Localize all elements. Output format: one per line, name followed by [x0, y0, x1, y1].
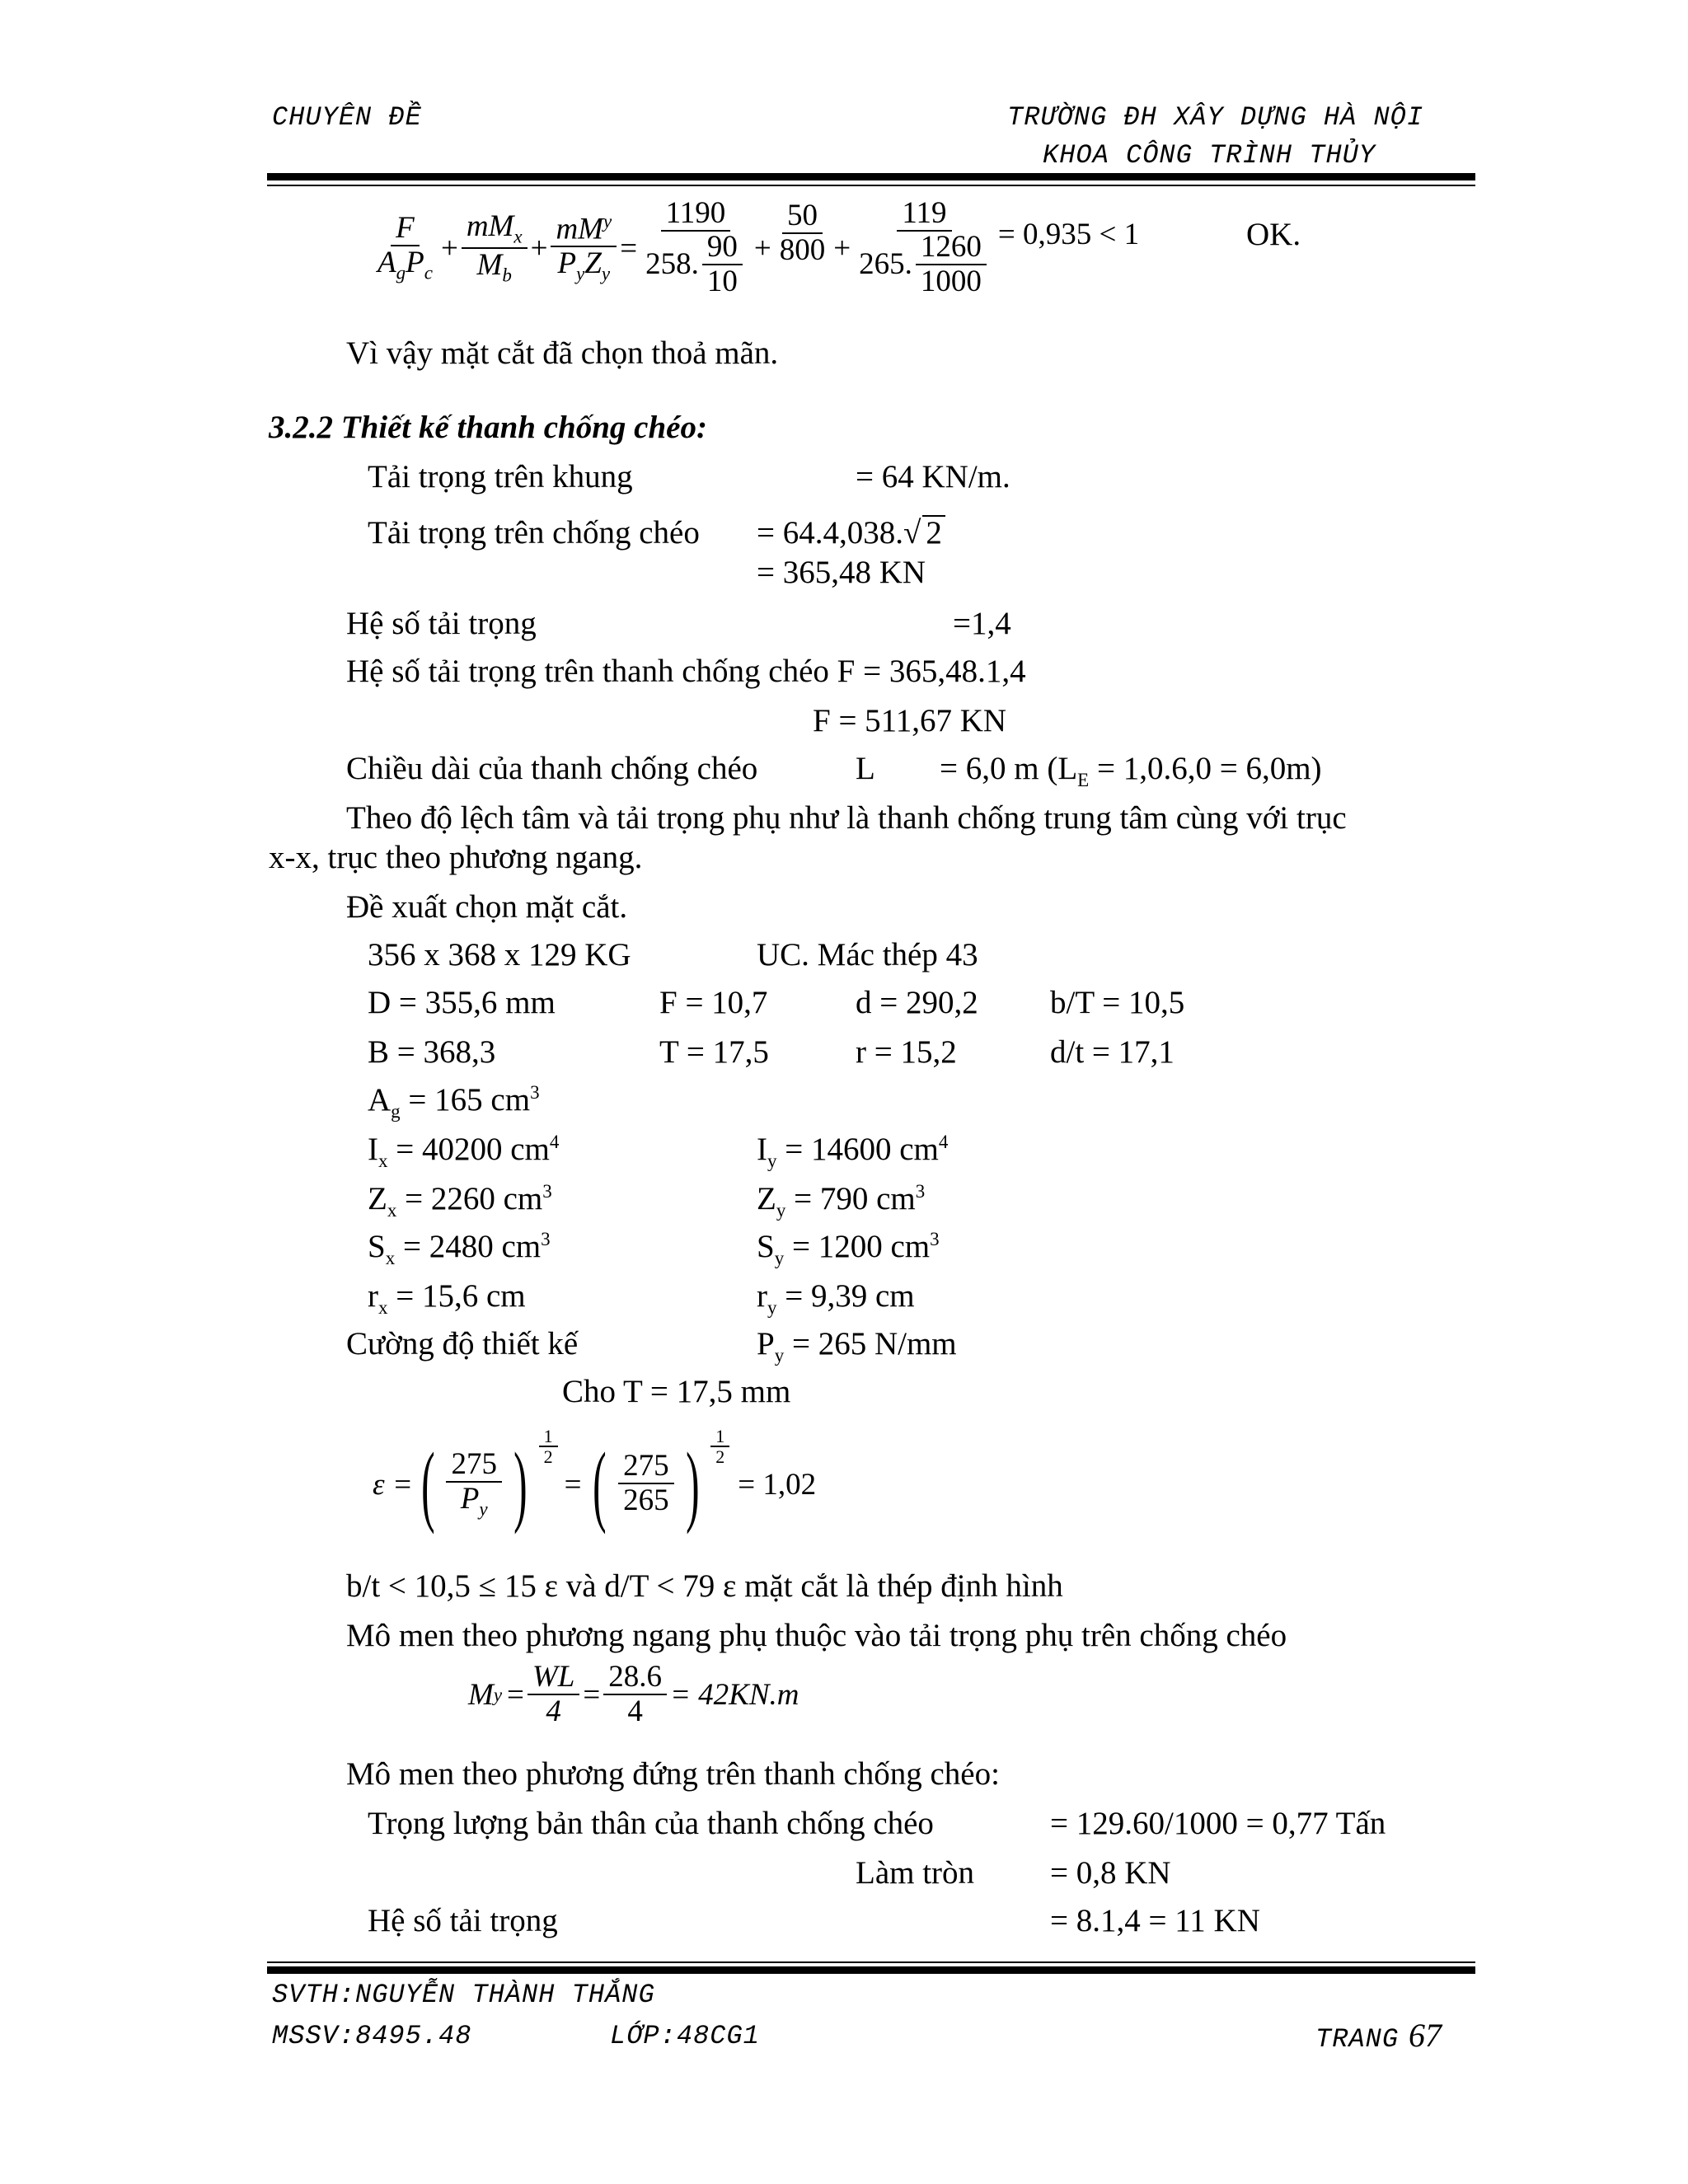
value-1: 1190 258. $\frac{90}{10}$	[640, 198, 751, 298]
prop-d-t: d/t = 17,1	[1050, 1034, 1175, 1070]
conclusion: Vì vậy mặt cắt đã chọn thoả mãn.	[346, 335, 779, 371]
for-thickness: Cho T = 17,5 mm	[562, 1374, 791, 1409]
prop-d: d = 290,2	[856, 985, 978, 1020]
load-factor-label: Hệ số tải trọng	[368, 1903, 558, 1938]
header-faculty: KHOA CÔNG TRÌNH THỦY	[1043, 140, 1376, 171]
epsilon-formula: ε = ( $\frac{275}{P_y}$ ) $\frac{1}{2}$ = ( $\frac{275}{265}$ ) $\frac{1}{2}$ = 1,02	[373, 1426, 817, 1535]
term-3: $\frac{mM^y}{P_yZ_y}$	[551, 212, 617, 284]
section-grade: UC. Mác thép 43	[757, 937, 978, 972]
length-label: Chiều dài của thanh chống chéo	[346, 751, 758, 786]
paragraph-line-2: x-x, trục theo phương ngang.	[269, 840, 643, 875]
footer-rule-thin	[267, 1961, 1475, 1963]
footer-class: LỚP:48CG1	[610, 2021, 760, 2051]
my-formula: M y = $\frac{WL}{4}$ = $\frac{28.6}{4}$ = 42KN.m	[468, 1660, 799, 1728]
footer-student-id: MSSV:8495.48	[272, 2021, 472, 2051]
prop-Iy: $I_y = 14600$ $cm^4$	[757, 1132, 949, 1171]
prop-Zy: $Z_y = 790$ $cm^3$	[757, 1181, 926, 1221]
frame-load-value: = 64 KN/m.	[856, 459, 1010, 494]
prop-Ix: $I_x = 40200$ $cm^4$	[368, 1132, 560, 1171]
length-symbol: L	[856, 751, 875, 786]
self-weight-value: = 129.60/1000 = 0,77 Tấn	[1050, 1806, 1386, 1841]
prop-B: B = 368,3	[368, 1034, 496, 1070]
rounding-value: = 0,8 KN	[1050, 1855, 1171, 1891]
frame-load-label: Tải trọng trên khung	[368, 459, 633, 494]
section-check: b/t < 10,5 ≤ 15 ε và d/T < 79 ε mặt cắt là thép định hình	[346, 1568, 1063, 1604]
rounding-label: Làm tròn	[856, 1855, 975, 1891]
section-title: 3.2.2 Thiết kế thanh chống chéo:	[269, 410, 707, 445]
strength-label: Cường độ thiết kế	[346, 1326, 579, 1361]
prop-Sx: $S_x = 2480$ $cm^3$	[368, 1229, 551, 1268]
footer-page: TRANG 67	[1315, 2017, 1442, 2055]
interaction-formula: $\frac{F}{A_gP_c}$ + $\frac{mM_x}{M_b}$ + $\frac{mM^y}{P_yZ_y}$ = 1190 258. $\frac{90}{10}$ + $\frac{50}{800}$ + 119 265. $\frac{1260}{1000}$ = 0,935 < 1	[369, 198, 1139, 298]
prop-Ag: $A_g = 165$ $cm^3$	[368, 1082, 540, 1122]
propose-section: Đề xuất chọn mặt cắt.	[346, 889, 628, 925]
prop-ry: $r_y = 9,39$ cm	[757, 1278, 915, 1318]
term-1: $\frac{F}{A_gP_c}$	[377, 211, 433, 284]
header-left: CHUYÊN ĐỀ	[272, 102, 422, 133]
prop-T: T = 17,5	[659, 1034, 769, 1070]
header-rule-thin	[267, 185, 1475, 186]
brace-load-label: Tải trọng trên chống chéo	[368, 515, 700, 551]
brace-load-result: = 365,48 KN	[757, 555, 926, 590]
factor-value: =1,4	[953, 606, 1011, 641]
moment-vertical: Mô men theo phương đứng trên thanh chống chéo:	[346, 1756, 1000, 1792]
factored-load-result: F = 511,67 KN	[813, 703, 1007, 738]
self-weight-label: Trọng lượng bản thân của thanh chống chéo	[368, 1806, 934, 1841]
term-2: $\frac{mM_x}{M_b}$	[462, 211, 528, 285]
moment-horizontal: Mô men theo phương ngang phụ thuộc vào tải trọng phụ trên chống chéo	[346, 1618, 1287, 1653]
prop-rx: $r_x = 15,6$ cm	[368, 1278, 526, 1318]
strength-value: $P_y = 265$ N/mm	[757, 1326, 957, 1366]
prop-Sy: $S_y = 1200$ $cm^3$	[757, 1229, 940, 1268]
header-rule-thick	[267, 173, 1475, 180]
section-name: 356 x 368 x 129 KG	[368, 937, 631, 972]
load-factor-value: = 8.1,4 = 11 KN	[1050, 1903, 1260, 1938]
value-2: $\frac{50}{800}$	[779, 199, 826, 268]
page-number: 67	[1409, 2017, 1442, 2054]
paragraph-line-1: Theo độ lệch tâm và tải trọng phụ như là thanh chống trung tâm cùng với trục	[346, 800, 1347, 836]
prop-b-T: b/T = 10,5	[1050, 985, 1185, 1020]
value-3: 119 265. $\frac{1260}{1000}$	[854, 198, 995, 298]
footer-rule-thick	[267, 1966, 1475, 1974]
prop-D: D = 355,6 mm	[368, 985, 556, 1020]
factor-label: Hệ số tải trọng	[346, 606, 537, 641]
length-value: = 6,0 m $(L_E = 1,0.6,0 = 6,0m)$	[940, 751, 1322, 790]
ok-label: OK.	[1246, 217, 1301, 252]
brace-load-value: = 64.4,038.√ 2	[757, 514, 945, 551]
prop-Zx: $Z_x = 2260$ $cm^3$	[368, 1181, 552, 1221]
formula-result: = 0,935 < 1	[997, 217, 1140, 251]
header-school: TRƯỜNG ĐH XÂY DỰNG HÀ NỘI	[1007, 102, 1424, 133]
factored-load-line: Hệ số tải trọng trên thanh chống chéo F = 365,48.1,4	[346, 654, 1026, 689]
footer-student: SVTH:NGUYỄN THÀNH THẮNG	[272, 1980, 655, 2010]
prop-r: r = 15,2	[856, 1034, 957, 1070]
prop-F: F = 10,7	[659, 985, 768, 1020]
